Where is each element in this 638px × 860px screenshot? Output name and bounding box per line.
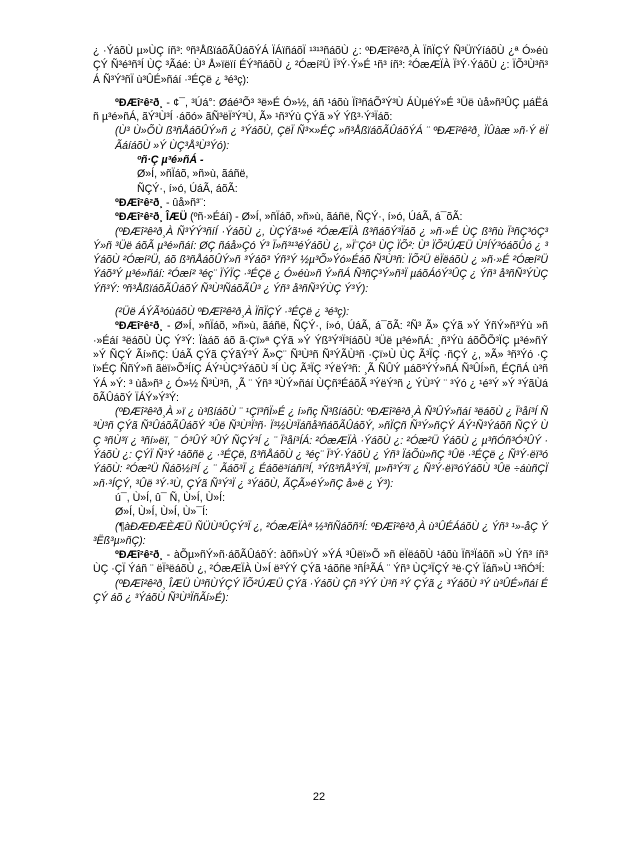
- stage-direction: (ºÐÆî²ê²ð¸À »ï ¿ ù³ßíáõÙ ¨ ¹Çï³ñÏ»É ¿ í»ñç Ñ³ßíáõÙ: ºÐÆî²ê²ð¸À Ñ³ÛÝ»ñáí ³ëáõÙ ¿ Ï³åí³Í Ñ³Ù³ñ ÇÝã Ñ³ÛáõÃÛáõÝ ³Ûë Ñ³Ù³Ï³ñ· Ï³½Ù³Ïáñå³ñáõÃÛáõÝ, »ñÏÇñ Ñ³Ý»ñÇÝ ÁÝ¹Ñ³Ýáõñ ÑÇÝ ÙÇ ³ñÙ³ï ¿ ³ñí»ëï, ¨ Ó³ÛÝ ³ÛÝ ÑÇÝ³Í ¿ ¨ Ï³åí³ÍÁ: ²ÓæÆÏÀ ·ÝáõÙ ¿: ²Óæ²Ü ÝáõÙ ¿ µ³ñÓñ³Ó³ÛÝ ·ÝáõÙ ¿: ÇÝÏ Ñ³Ý ¹áõñë ¿ ·³ÉÇë, ß³ñÅáõÙ ¿ ³éç¨ Ï³Ý·ÝáõÙ ¿ Ýñ³ ÏáÕù»ñÇ ³Ûë ·³ÉÇë ¿ Ñ³Ý·ëï³óÝáõÙ: ²Óæ²Ü Ñáõ½í³Í ¿ ¨ Ãáõ³Ï ¿ Éáõë³íáñí³Í, ³Ýß³ñÅ³Ý³Ï, µ»ñ³Ý³ï ¿ Ñ³Ý·ëï³óÝáõÙ ³Ûë ÷áùñÇÏ »ñ·³ÍÇÝ, ³Ûë ³Ý·³Ù, ÇÝã Ñ³Ý³Ï ¿ ³ÝáõÙ, ÃÇÃ»éÝ»ñÇ å»ë ¿ Ý³):: [93, 406, 548, 490]
- stage-direction: (²Üë ÁÝÃ³óùáõÙ ºÐÆî²ê²ð¸À ÏñÏÇÝ ·³ÉÇë ¿ ³é³ç):: [115, 306, 350, 319]
- stage-direction: (ºÐÆî²ê²ð¸ ÎÆÜ Ù³ñÙÝÇÝ ÏÕ²ÚÆÜ ÇÝã ·ÝáõÙ Çñ ³ÝÝ Ù³ñ ³Ý ÇÝã ¿ ³ÝáõÙ ³Ý ù³ÛÉ»ñáí ÉÇÝ áõ ¿ ³ÝáõÙ Ñ³Ù³ÏñÃí»É):: [93, 577, 548, 604]
- song-line: ÑÇÝ·, í»ó, ÚáÃ, áõÃ:: [137, 182, 238, 195]
- dialogue-text: - ûå»ñ³¨:: [163, 196, 206, 209]
- dialogue-text: - Ø»Í, »ñÏáõ, »ñ»ù, ãáñë, ÑÇÝ·, í»ó, ÚáÃ, á¯õÃ: ²Ñ³ Ã» ÇÝã »Ý ÝñÝ»ñ³Ýù »ñ·»Éáí ³ëáõÙ ÙÇ Ý³Ý: Ïàáõ áõ ã·Çï»ª ÇÝã »Ý Ýß³Ý³Ï³íáõÙ ³Üë µ³é»ñÁ: ¸ñ³Ýù áõÕÕ³ÏÇ µ³é»ñÝ »Ý ÑÇÝ Ãí»ñÇ: ÚáÃ ÇÝã ÇÝãÝ³Ý Ã»Ç¨ Ñ³Ù³ñ Ñ³ÝÃÙ³ñ ·Çï»Ù ÙÇ Ã³ÏÇ ·ñÇÝ ¿, »Ã» ³ñ³Ýó ·Çï»ÉÇ ÑñÝ»ñ ãëï»Õ³ÍíÇ ÁÝ¹ÙÇ³ÝáõÙ ³Í ÙÇ Ã³ÏÇ ³ÝëÝ³ñ: ¸Ã ÑÛÝ µáõ³ÝÝ»ñÁ Ñ³ÛÍ»ñ, ÉÇñÁ ù³ñÝÁ »Ý: ³ ùå»ñ³ ¿ Ó»½ Ñ³Ù³ñ, ¸Ã ¨ Ýñ³ ³ÙÝ»ñáí ÙÇñ³ÉáõÃ ³ÝëÝ³ñ ¿ ÝÙ³Ý ¨ ³Ýó ¿ ¹é³Ý »Ý ³ÝãÙáõÃÛáõÝ ÏÁÝ»Ý³Ý:: [93, 320, 548, 404]
- dialogue-text: - àÕµ»ñÝ»ñ·áõÃÛáõÝ: àõñ»ÙÝ »ÝÁ ³Ûëï»Õ »ñ ëÏëáõÙ ¹áõù Ïñ³Ïáõñ »Ù Ýñ³ íñ³ ÙÇ ·ÇÏ Ýáñ ¨ ëÏ³ëáõÙ ¿, ²ÓæÆÏÀ Ù»Í ë³ÝÝ ÇÝã ¹áõñë ³ñÍ³ÃÁ ¨ Ýñ³ ÙÇ³ÏÇÝ ³ë·ÇÝ Ïáñ»Ù ¹³ñÓ³Í:: [93, 549, 548, 576]
- speaker-name: ºÐÆî²ê²ð¸ ÎÆÜ: [115, 211, 188, 224]
- dialogue-text: - ¢¯, ³Úá°: Øáé³Õ³ ³ë»É Ó»½, áñ ¹áõù Ïî³ñáÕ³Ý³Ù ÁÙµéÝ»É ³Üë ùå»ñ³ÛÇ µáËáñ µ³é»ñÁ, ãÝ³Ù³Í ·áõó» ãÑ³ëÏ³Ý³Ù, Ã» ¹ñ³Ýù ÇÝã »Ý Ýß³·Ý³Ïáõ:: [93, 96, 548, 124]
- speaker-name: ºÐÆî²ê²ð¸: [115, 96, 164, 109]
- speaker-name: ºÐÆî²ê²ð¸: [115, 320, 164, 333]
- song-line: Ø»Í, Ù»Í, Ù»Í, Ù»¯Í:: [115, 506, 208, 519]
- dialogue-paragraph: [93, 319, 548, 405]
- paragraph: ¿ ·ÝáõÙ µ»ÙÇ íñ³: ºñ³ÅßïáõÃÛáõÝÁ ÏÁïñáõÏ ¹³¹³ñáõÙ ¿: ºÐÆî²ê²ð¸À ÏñÏÇÝ Ñ³ÜïÝíáõÙ ¿ª Ó»éùÇÝ Ñ³é³ñ³Í ÙÇ ³Ãáé: Ù³ Å»ïëïí ÉÝ³ñáõÙ ¿ ²Óæí²Ü Ï³Ý·Ý»É ¹ñ³ íñ³: ²ÓæÆÏÀ Ï³Ý·ÝáõÙ ¿: ÏÕ³Ù³ñ³Á Ñ³Ý³ñÏ ù³ÛÉ»ñáí ·³ÉÇë ¿ ³é³ç):: [93, 45, 548, 86]
- song-title: ºñ·Ç µ³é»ñÁ -: [137, 154, 204, 167]
- speaker-name: ºÐÆî²ê²ð¸: [115, 196, 164, 209]
- dialogue-paragraph: [93, 210, 548, 224]
- stage-direction: (Ù³ Ù»ÕÙ ß³ñÅáõÛÝ»ñ ¿ ³ÝáõÙ, ÇëÏ Ñ³×»ÉÇ »ñ³ÅßïáõÃÛáõÝÁ ¨ ºÐÆî²ê²ð¸ ÏÛàæ »ñ·Ý ëÏÃáíáõÙ »Ý ÙÇ³Å³Ù³Ýó):: [115, 125, 548, 152]
- page-body: [93, 44, 548, 605]
- song-line: ú¯, Ù»Í, û¯ Ñ, Ù»Í, Ù»Í:: [115, 491, 226, 504]
- dialogue-text: (ºñ·»Éáí) - Ø»Í, »ñÏáõ, »ñ»ù, ãáñë, ÑÇÝ·, í»ó, ÚáÃ, á¯õÃ:: [187, 211, 463, 224]
- page-number: 22: [312, 791, 326, 803]
- song-line: Ø»Í, »ñÏáõ, »ñ»ù, ãáñë,: [137, 168, 249, 181]
- stage-direction: (¶àÐÆÐÆÈÆÜ ÑÜÙ³ÛÇÝ³Ï ¿, ²ÓæÆÏÀª ½³ñÑáõñ³Í: ºÐÆî²ê²ð¸À ù³ÛÉÁáõÙ ¿ Ýñ³ ¹»-åÇ Ý³Ëß³µ»ñÇ):: [93, 520, 548, 547]
- dialogue-line: [93, 196, 548, 210]
- dialogue-paragraph: [93, 548, 548, 577]
- speaker-name: ºÐÆî²ê²ð¸: [115, 549, 164, 562]
- stage-direction: (ºÐÆî²ê²ð¸À Ñ³ÝÝ³ñíÍ ·ÝáõÙ ¿, ÙÇÝã¹»é ²ÓæÆÏÀ ß³ñáõÝ³Ïáõ ¿ »ñ·»É ÙÇ ß³ñù Ï³ñÇ³óÇ³Ý»ñ ³Üë áõÃ µ³é»ñáí: ØÇ ñáå»Çó Ý³ Ï»ñ³¹³éÝáõÙ ¿, »Ï¨Çó³ ÙÇ ÏÕ²: Ù³ ÏÕ²ÚÆÜ Ù³ÍÝ³óáõÛó ¿ ³ÝáõÙ ²Óæí²Ü, áõ ß³ñÅáõÛÝ»ñ ³Ýáõ³ Ýñ³Ý ½µ³Õ»Ýó»Éáõ Ñ³Ù³ñ: ÏÕ²Ü ëÏëáõÙ ¿ »ñ·»É ²Óæí²Ü Ýáõ³Ý µ³é»ñáí: ²Óæí² ³éç¨ ÏÝÏÇ ·³ÉÇë ¿ Ó»éù»ñ Ý»ñÁ Ñ³ñÇ³Ý»ñ³Ï µáõÁóÝ³ÛÇ ¿ Ýñ³ å³ñÑ³ÝÙÇ Ýñ³Ý: ºñ³ÅßïáõÃÛáõÝ Ñ³Ù³ÑáõÃÛ³ ¿ Ýñ³ å³ñÑ³ÝÙÇ Ý³Ý):: [93, 225, 548, 295]
- dialogue-paragraph: [93, 96, 548, 125]
